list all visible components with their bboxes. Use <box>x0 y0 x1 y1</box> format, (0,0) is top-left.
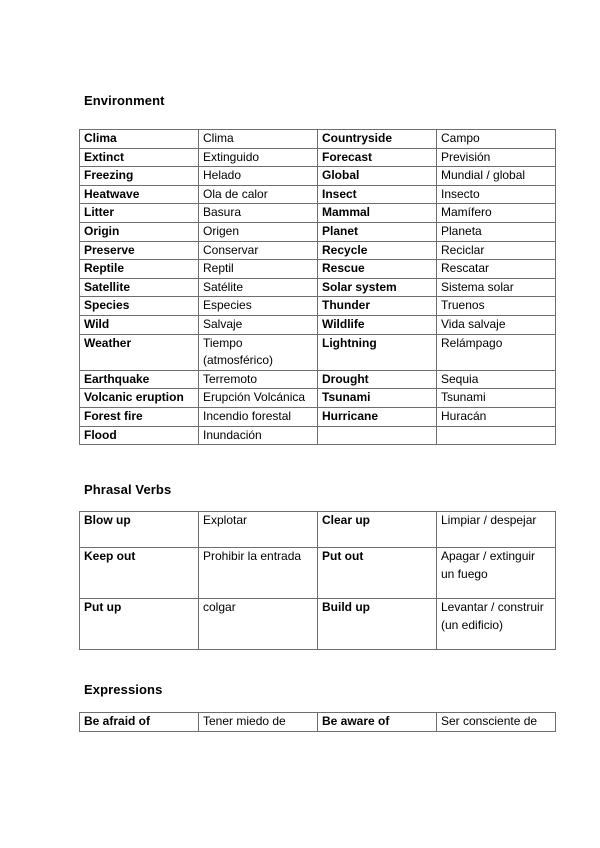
english-term-cell: Satellite <box>80 278 199 297</box>
spanish-translation-cell: Inundación <box>199 426 318 445</box>
english-term-cell: Rescue <box>318 260 437 279</box>
table-row <box>80 713 556 732</box>
english-term-cell: Mammal <box>318 204 437 223</box>
english-term-cell: Put up <box>80 599 199 650</box>
spanish-translation-cell: Salvaje <box>199 315 318 334</box>
english-term-cell: Litter <box>80 204 199 223</box>
spanish-translation-cell: Incendio forestal <box>199 407 318 426</box>
english-term-cell: Build up <box>318 599 437 650</box>
spanish-translation-cell: Sequia <box>437 370 556 389</box>
table-row <box>80 222 556 241</box>
english-term-cell: Be aware of <box>318 713 437 732</box>
spanish-translation-cell: Insecto <box>437 185 556 204</box>
english-term-cell: Blow up <box>80 512 199 548</box>
expressions-table <box>79 712 556 732</box>
table-row <box>80 426 556 445</box>
english-term-cell: Heatwave <box>80 185 199 204</box>
english-term-cell: Forecast <box>318 148 437 167</box>
spanish-translation-cell: Truenos <box>437 297 556 316</box>
english-term-cell: Earthquake <box>80 370 199 389</box>
phrasal-verbs-table <box>79 511 556 650</box>
english-term-cell: Tsunami <box>318 389 437 408</box>
spanish-translation-cell: Especies <box>199 297 318 316</box>
english-term-cell: Thunder <box>318 297 437 316</box>
spanish-translation-cell: Conservar <box>199 241 318 260</box>
english-term-cell: Wild <box>80 315 199 334</box>
spanish-translation-cell: Origen <box>199 222 318 241</box>
spanish-translation-cell: Previsión <box>437 148 556 167</box>
english-term-cell: Forest fire <box>80 407 199 426</box>
spanish-translation-cell: Sistema solar <box>437 278 556 297</box>
spanish-translation-cell <box>437 426 556 445</box>
english-term-cell: Drought <box>318 370 437 389</box>
spanish-translation-cell: Helado <box>199 167 318 186</box>
spanish-translation-cell: Huracán <box>437 407 556 426</box>
section-title-expressions: Expressions <box>84 682 163 697</box>
table-row <box>80 599 556 650</box>
spanish-translation-cell: Explotar <box>199 512 318 548</box>
spanish-translation-cell: Ola de calor <box>199 185 318 204</box>
table-row <box>80 130 556 149</box>
english-term-cell: Be afraid of <box>80 713 199 732</box>
english-term-cell: Freezing <box>80 167 199 186</box>
english-term-cell: Wildlife <box>318 315 437 334</box>
spanish-translation-cell: Levantar / construir (un edificio) <box>437 599 556 650</box>
english-term-cell: Global <box>318 167 437 186</box>
english-term-cell: Recycle <box>318 241 437 260</box>
spanish-translation-cell: Erupción Volcánica <box>199 389 318 408</box>
spanish-translation-cell: Mamífero <box>437 204 556 223</box>
spanish-translation-cell: Basura <box>199 204 318 223</box>
english-term-cell: Countryside <box>318 130 437 149</box>
table-row <box>80 315 556 334</box>
english-term-cell: Put out <box>318 548 437 599</box>
spanish-translation-cell: Satélite <box>199 278 318 297</box>
english-term-cell: Volcanic eruption <box>80 389 199 408</box>
spanish-translation-cell: Apagar / extinguir un fuego <box>437 548 556 599</box>
english-term-cell: Clear up <box>318 512 437 548</box>
english-term-cell: Clima <box>80 130 199 149</box>
table-row <box>80 512 556 548</box>
spanish-translation-cell: Terremoto <box>199 370 318 389</box>
section-title-environment: Environment <box>84 93 165 108</box>
english-term-cell: Solar system <box>318 278 437 297</box>
table-row <box>80 334 556 370</box>
spanish-translation-cell: Limpiar / despejar <box>437 512 556 548</box>
table-row <box>80 407 556 426</box>
table-row <box>80 148 556 167</box>
spanish-translation-cell: Tiempo (atmosférico) <box>199 334 318 370</box>
table-row <box>80 278 556 297</box>
spanish-translation-cell: Ser consciente de <box>437 713 556 732</box>
spanish-translation-cell: Relámpago <box>437 334 556 370</box>
spanish-translation-cell: Tener miedo de <box>199 713 318 732</box>
english-term-cell: Planet <box>318 222 437 241</box>
english-term-cell <box>318 426 437 445</box>
english-term-cell: Flood <box>80 426 199 445</box>
table-row <box>80 185 556 204</box>
table-row <box>80 167 556 186</box>
table-row <box>80 548 556 599</box>
spanish-translation-cell: Mundial / global <box>437 167 556 186</box>
english-term-cell: Extinct <box>80 148 199 167</box>
spanish-translation-cell: Reptil <box>199 260 318 279</box>
spanish-translation-cell: Extinguido <box>199 148 318 167</box>
spanish-translation-cell: Campo <box>437 130 556 149</box>
english-term-cell: Reptile <box>80 260 199 279</box>
spanish-translation-cell: Clima <box>199 130 318 149</box>
spanish-translation-cell: Vida salvaje <box>437 315 556 334</box>
spanish-translation-cell: Prohibir la entrada <box>199 548 318 599</box>
english-term-cell: Lightning <box>318 334 437 370</box>
english-term-cell: Insect <box>318 185 437 204</box>
table-row <box>80 389 556 408</box>
environment-vocabulary-table <box>79 129 556 445</box>
table-row <box>80 241 556 260</box>
table-row <box>80 204 556 223</box>
english-term-cell: Species <box>80 297 199 316</box>
english-term-cell: Origin <box>80 222 199 241</box>
spanish-translation-cell: Planeta <box>437 222 556 241</box>
english-term-cell: Keep out <box>80 548 199 599</box>
table-row <box>80 260 556 279</box>
english-term-cell: Preserve <box>80 241 199 260</box>
section-title-phrasal-verbs: Phrasal Verbs <box>84 482 172 497</box>
spanish-translation-cell: Rescatar <box>437 260 556 279</box>
spanish-translation-cell: colgar <box>199 599 318 650</box>
spanish-translation-cell: Tsunami <box>437 389 556 408</box>
spanish-translation-cell: Reciclar <box>437 241 556 260</box>
english-term-cell: Weather <box>80 334 199 370</box>
english-term-cell: Hurricane <box>318 407 437 426</box>
table-row <box>80 370 556 389</box>
table-row <box>80 297 556 316</box>
